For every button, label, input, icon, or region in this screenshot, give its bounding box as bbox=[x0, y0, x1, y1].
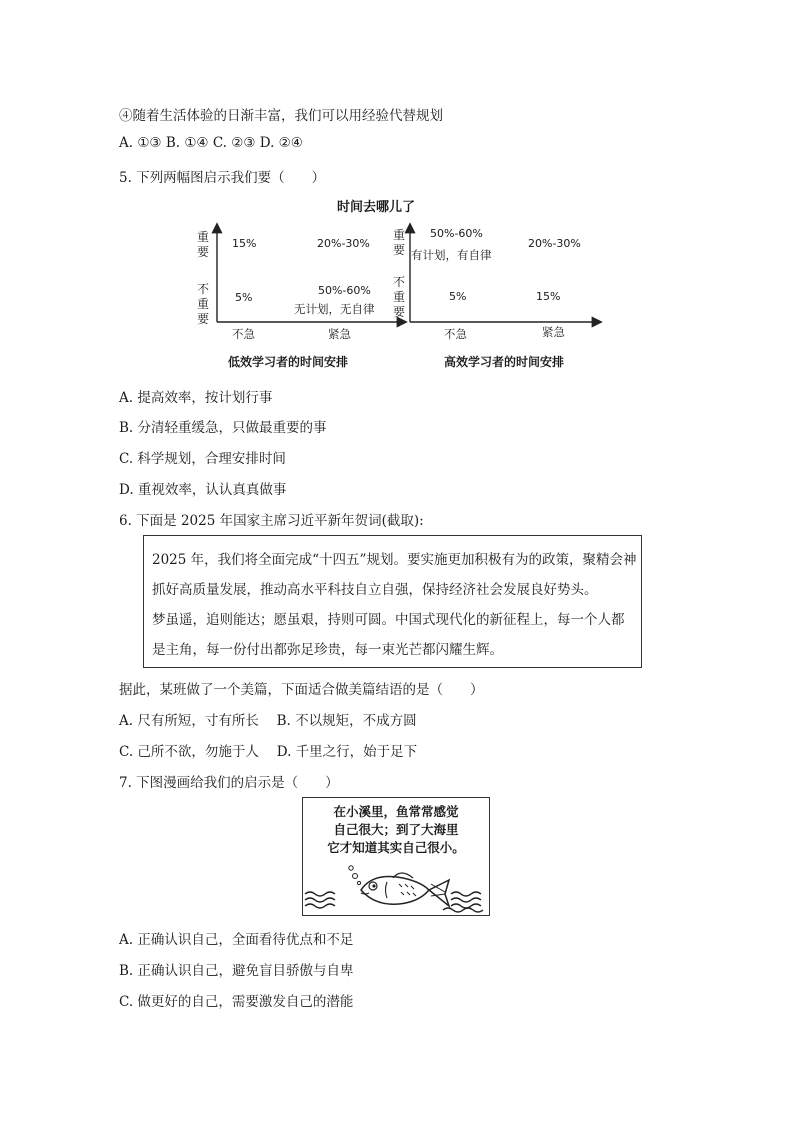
left-cell-br-note: 无计划，无自律 bbox=[294, 302, 375, 316]
right-cell-tl-note: 有计划，有自律 bbox=[411, 248, 492, 262]
right-cell-br: 15% bbox=[536, 290, 561, 303]
right-y-label-important: 重要 bbox=[393, 228, 406, 257]
q5-option-a: A. 提高效率，按计划行事 bbox=[119, 390, 273, 406]
left-x-label-urgent: 紧急 bbox=[328, 327, 351, 341]
q6-options-cd: C. 己所不欲，勿施于人 D. 千里之行，始于足下 bbox=[119, 744, 418, 760]
right-cell-tl: 50%-60% bbox=[430, 227, 483, 240]
q4-options: A. ①③ B. ①④ C. ②③ D. ②④ bbox=[119, 135, 303, 151]
left-cell-br: 50%-60% bbox=[318, 284, 371, 297]
q7-option-a: A. 正确认识自己，全面看待优点和不足 bbox=[119, 932, 354, 948]
question-6-prompt: 据此，某班做了一个美篇，下面适合做美篇结语的是（ ） bbox=[119, 682, 484, 698]
quote-line-1: 2025 年，我们将全面完成“十四五”规划。要实施更加积极有为的政策，聚精会神 bbox=[152, 552, 637, 568]
new-year-speech-quote-box bbox=[143, 535, 642, 668]
option-statement-4: ④随着生活体验的日渐丰富，我们可以用经验代替规划 bbox=[119, 108, 443, 124]
fish-illustration bbox=[303, 798, 489, 915]
figure5-title: 时间去哪儿了 bbox=[337, 200, 416, 215]
question-5-stem: 5. 下列两幅图启示我们要（ ） bbox=[119, 170, 326, 186]
right-x-label-urgent: 紧急 bbox=[542, 325, 565, 339]
question-6-stem: 6. 下面是 2025 年国家主席习近平新年贺词(截取): bbox=[119, 513, 424, 529]
q5-option-d: D. 重视效率，认认真真做事 bbox=[119, 482, 287, 498]
right-cell-bl: 5% bbox=[449, 290, 467, 303]
q7-option-c: C. 做更好的自己，需要激发自己的潜能 bbox=[119, 994, 354, 1010]
quote-line-3: 梦虽遥，追则能达；愿虽艰，持则可圆。中国式现代化的新征程上，每一个人都 bbox=[152, 612, 625, 628]
left-cell-tl: 15% bbox=[232, 237, 257, 250]
quote-line-2: 抓好高质量发展，推动高水平科技自立自强，保持经济社会发展良好势头。 bbox=[152, 582, 598, 598]
left-y-label-important: 重要 bbox=[197, 230, 210, 259]
right-y-label-unimportant: 不重要 bbox=[393, 275, 406, 319]
question-7-stem: 7. 下图漫画给我们的启示是（ ） bbox=[119, 775, 339, 791]
comic-text-line-1: 在小溪里，鱼常常感觉 bbox=[333, 804, 459, 819]
left-cell-tr: 20%-30% bbox=[317, 237, 370, 250]
right-x-label-not-urgent: 不急 bbox=[444, 327, 467, 341]
right-cell-tr: 20%-30% bbox=[528, 237, 581, 250]
left-chart-caption: 低效学习者的时间安排 bbox=[228, 355, 349, 369]
fish-comic bbox=[302, 797, 490, 916]
comic-text-line-2: 自己很大；到了大海里 bbox=[333, 822, 459, 837]
left-y-label-unimportant: 不重要 bbox=[197, 282, 210, 326]
q7-option-b: B. 正确认识自己，避免盲目骄傲与自卑 bbox=[119, 963, 354, 979]
q5-option-c: C. 科学规划，合理安排时间 bbox=[119, 451, 286, 467]
figure5-axes bbox=[0, 0, 794, 380]
comic-text-line-3: 它才知道其实自己很小。 bbox=[327, 840, 465, 855]
q6-options-ab: A. 尺有所短，寸有所长 B. 不以规矩，不成方圆 bbox=[119, 713, 417, 729]
quote-line-4: 是主角，每一份付出都弥足珍贵，每一束光芒都闪耀生辉。 bbox=[152, 642, 503, 658]
left-x-label-not-urgent: 不急 bbox=[232, 327, 255, 341]
right-chart-caption: 高效学习者的时间安排 bbox=[444, 355, 565, 369]
left-cell-bl: 5% bbox=[235, 291, 253, 304]
q5-option-b: B. 分清轻重缓急，只做最重要的事 bbox=[119, 420, 327, 436]
